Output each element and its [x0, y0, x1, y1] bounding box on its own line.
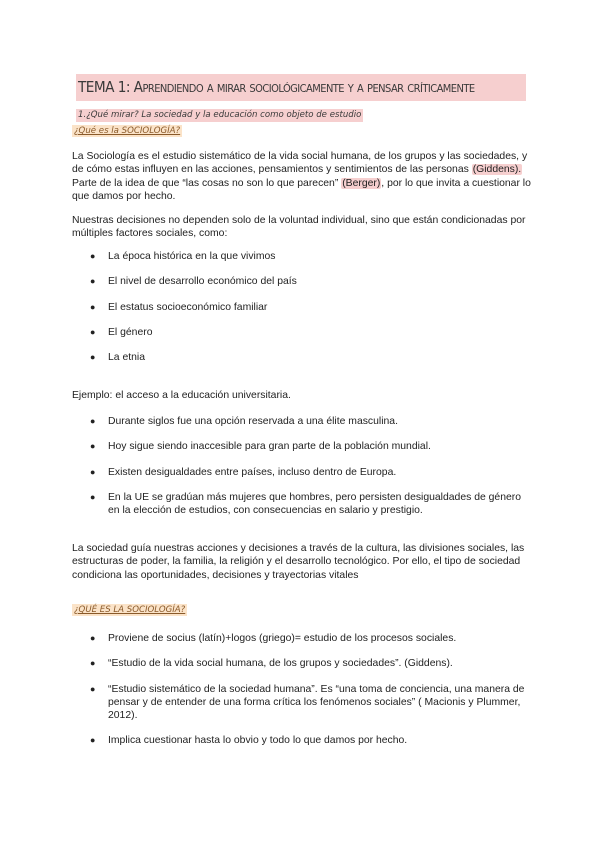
section-heading-2: ¿QUÉ ES LA SOCIOLOGÍA? — [74, 605, 186, 615]
page-title: TEMA 1: Aprendiendo a mirar sociológicamente y a pensar críticamente — [76, 74, 526, 101]
list-item: ● “Estudio de la vida social humana, de los grupos y sociedades”. (Giddens). — [90, 658, 453, 670]
paragraph-text: La Sociología es el estudio sistemático de la vida social humana, de los grupos y las sociedades, y de cómo estas influyen en las acciones, pensamientos y sentimientos de las personas — [72, 151, 528, 176]
list-item: ● La época histórica en la que vivimos — [90, 251, 276, 262]
paragraph-text: Parte de la idea de que “las cosas no son lo que parecen” — [72, 177, 342, 189]
list-item: ● El género — [90, 326, 153, 338]
paragraph-factors-intro: Nuestras decisiones no dependen solo de la voluntad individual, sino que están condicionadas por múltiples factores sociales, como: — [72, 215, 526, 240]
list-item: ● “Estudio sistemático de la sociedad humana”. Es “una toma de conciencia, una manera de pensar y de entender de una forma crítica los fenómenos sociales” ( Macionis y Plummer, 2012). — [90, 683, 525, 722]
bullet-icon: ● — [90, 466, 96, 477]
list-item: ● Durante siglos fue una opción reservada a una élite masculina. — [90, 416, 398, 427]
bullet-icon: ● — [90, 251, 96, 261]
list-item: ● La etnia — [90, 352, 145, 364]
bullet-icon: ● — [90, 735, 96, 746]
paragraph-example-intro: Ejemplo: el acceso a la educación universitaria. — [72, 390, 291, 401]
citation-berger: (Berger) — [342, 177, 381, 189]
bullet-icon: ● — [90, 416, 96, 426]
list-item: ● Hoy sigue siendo inaccesible para gran parte de la población mundial. — [90, 441, 431, 453]
bullet-icon: ● — [90, 491, 96, 502]
bullet-icon: ● — [90, 301, 96, 312]
subtitle: 1.¿Qué mirar? La sociedad y la educación como objeto de estudio — [78, 110, 362, 120]
bullet-icon: ● — [90, 441, 96, 452]
paragraph-definition — [72, 150, 534, 203]
bullet-icon: ● — [90, 633, 96, 643]
list-item: ● Implica cuestionar hasta lo obvio y todo lo que damos por hecho. — [90, 735, 408, 747]
list-item: ● Existen desigualdades entre países, incluso dentro de Europa. — [90, 466, 397, 478]
bullet-icon: ● — [90, 326, 96, 337]
section-heading-1: ¿Qué es la SOCIOLOGÍA? — [74, 126, 181, 136]
paragraph-text: , por lo que invita a cuestionar lo que damos por hecho. — [72, 177, 531, 202]
citation-giddens: (Giddens). — [472, 164, 522, 176]
bullet-icon: ● — [90, 658, 96, 669]
bullet-icon: ● — [90, 683, 96, 694]
list-item: ● El estatus socioeconómico familiar — [90, 301, 268, 313]
bullet-icon: ● — [90, 352, 96, 363]
definitions-list — [90, 632, 530, 748]
list-item: ● En la UE se gradúan más mujeres que hombres, pero persisten desigualdades de género en la elección de estudios, con consecuencias en salario y prestigio. — [90, 491, 521, 517]
factors-list — [90, 250, 530, 364]
bullet-icon: ● — [90, 276, 96, 287]
example-list — [90, 415, 530, 517]
list-item: ● El nivel de desarrollo económico del país — [90, 276, 297, 288]
paragraph-society: La sociedad guía nuestras acciones y decisiones a través de la cultura, las divisiones sociales, las estructuras de poder, la familia, la religión y el desarrollo tecnológico. Por ello, el tipo de sociedad condiciona las oportunidades, decisiones y trayectorias vitales — [72, 543, 525, 581]
list-item: ● Proviene de socius (latín)+logos (griego)= estudio de los procesos sociales. — [90, 633, 457, 644]
